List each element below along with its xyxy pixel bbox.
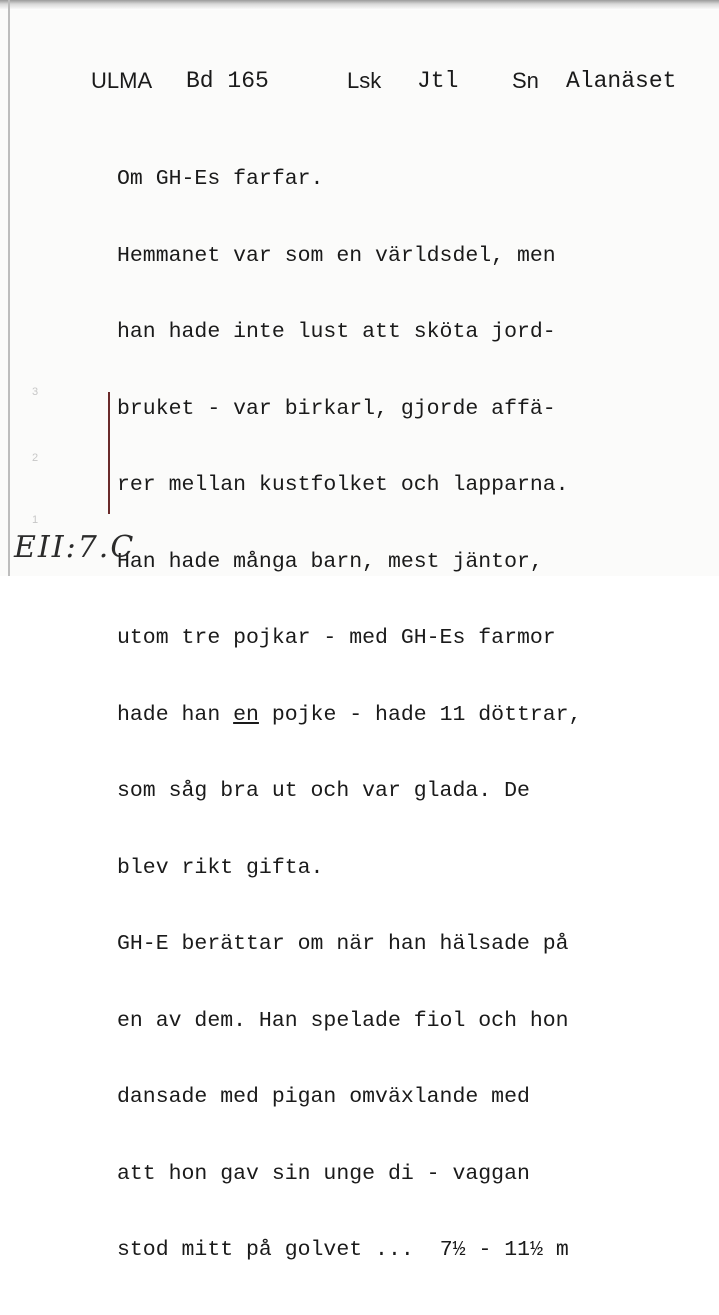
text-line: Han hade många barn, mest jäntor,	[117, 549, 543, 574]
time-range: 7½ - 11½ m	[439, 1238, 569, 1262]
text-line: en av dem. Han spelade fiol och hon	[117, 1008, 569, 1033]
parish-label: Alanäset	[566, 68, 677, 94]
text-line: rer mellan kustfolket och lapparna.	[117, 473, 569, 497]
margin-number: 3	[32, 386, 39, 398]
card-header	[0, 68, 719, 100]
archive-code: ULMA	[91, 68, 153, 93]
header-field-sn: Sn	[512, 68, 539, 93]
margin-bar	[108, 392, 110, 514]
text-line: Om GH-Es farfar.	[117, 167, 324, 191]
text-line: han hade inte lust att sköta jord-	[117, 320, 556, 344]
text-line	[117, 703, 582, 729]
handwritten-reference: EII:7.C	[14, 530, 136, 565]
text-line: som såg bra ut och var glada. De	[117, 779, 530, 803]
text-line: bruket - var birkarl, gjorde affä-	[117, 396, 556, 421]
text-line: GH-E berättar om när han hälsade på	[117, 932, 569, 956]
text-line: blev rikt gifta.	[117, 855, 324, 880]
text-line: att hon gav sin unge di - vaggan	[117, 1161, 530, 1186]
text-line	[117, 1238, 582, 1264]
province-label: Jtl	[417, 68, 459, 94]
margin-number: 1	[32, 514, 39, 526]
text-segment: hade han	[117, 702, 234, 727]
margin-number: 2	[32, 452, 39, 464]
text-line: dansade med pigan omväxlande med	[117, 1085, 530, 1109]
text-segment: pojke - hade 11 döttrar,	[258, 702, 582, 727]
text-segment: stod mitt på golvet ...	[117, 1238, 414, 1262]
header-field-lsk: Lsk	[347, 68, 382, 93]
text-line: utom tre pojkar - med GH-Es farmor	[117, 626, 556, 650]
volume-label: Bd 165	[186, 68, 269, 94]
text-line: Hemmanet var som en världsdel, men	[117, 243, 556, 268]
card-top-edge	[0, 0, 719, 10]
card-body-text	[117, 116, 582, 1315]
underlined-word: en	[233, 702, 259, 727]
